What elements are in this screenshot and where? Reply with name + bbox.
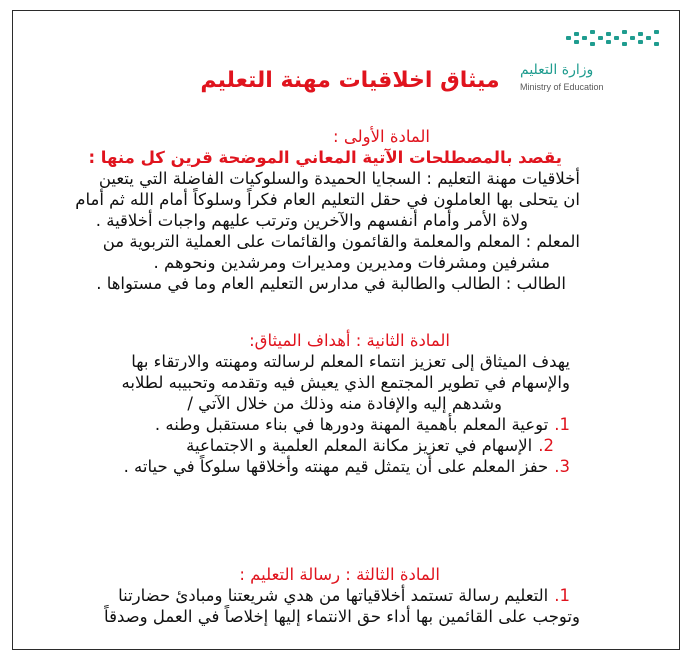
article-1-line: ولاة الأمر وأمام أنفسهم والآخرين وترتب عليهم واجبات أخلاقية . (95, 211, 528, 230)
list-item-text: الإسهام في تعزيز مكانة المعلم العلمية و الاجتماعية (186, 436, 533, 455)
article-3 (104, 564, 580, 627)
article-1-heading: المادة الأولى : (333, 127, 430, 146)
logo-english-name: Ministry of Education (520, 82, 604, 92)
page-title: ميثاق اخلاقيات مهنة التعليم (200, 68, 500, 93)
article-1-line: مشرفين ومشرفات ومديرين ومديرات ومرشدين ونحوهم . (153, 253, 550, 272)
article-2-heading: المادة الثانية : أهداف الميثاق: (249, 331, 450, 350)
article-2-line: والإسهام في تطوير المجتمع الذي يعيش فيه وتقدمه وتحبيبه لطلابه (121, 373, 570, 392)
article-1-intro: يقصد بالمصطلحات الآتية المعاني الموضحة قرين كل منها : (88, 148, 562, 167)
list-item-text: التعليم رسالة تستمد أخلاقياتها من هدي شريعتنا ومبادئ حضارتنا (118, 586, 549, 605)
logo-dots-icon (566, 26, 666, 50)
article-3-line: وتوجب على القائمين بها أداء حق الانتماء إليها إخلاصاً في العمل وصدقاً (104, 607, 580, 626)
list-item-number: 2. (538, 436, 554, 455)
list-item-text: حفز المعلم على أن يتمثل قيم مهنته وأخلاقها سلوكاً في حياته . (123, 457, 549, 476)
article-1 (75, 126, 580, 294)
list-item-text: توعية المعلم بأهمية المهنة ودورها في بناء مستقبل وطنه . (154, 415, 549, 434)
article-2-line: وشدهم إليه والإفادة منه وذلك من خلال الآتي / (187, 394, 502, 413)
article-1-line: ان يتحلى بها العاملون في حقل التعليم العام فكراً وسلوكاً أمام الله ثم أمام (75, 190, 580, 209)
article-1-line: المعلم : المعلم والمعلمة والقائمون والقائمات على العملية التربوية من (102, 232, 580, 251)
article-1-line: الطالب : الطالب والطالبة في مدارس التعليم العام وما في مستواها . (96, 274, 566, 293)
article-1-line: أخلاقيات مهنة التعليم : السجايا الحميدة والسلوكيات الفاضلة التي يتعين (98, 169, 580, 188)
list-item-number: 1. (554, 586, 570, 605)
list-item (122, 414, 581, 435)
list-item (122, 435, 581, 456)
list-item (122, 456, 581, 477)
list-item-number: 3. (554, 457, 570, 476)
logo-arabic-name: وزارة التعليم (520, 62, 594, 78)
article-2 (122, 330, 581, 477)
article-2-line: يهدف الميثاق إلى تعزيز انتماء المعلم لرسالته ومهنته والارتقاء بها (131, 352, 570, 371)
ministry-logo (520, 26, 670, 96)
article-3-heading: المادة الثالثة : رسالة التعليم : (239, 565, 440, 584)
list-item (104, 585, 580, 606)
list-item-number: 1. (554, 415, 570, 434)
